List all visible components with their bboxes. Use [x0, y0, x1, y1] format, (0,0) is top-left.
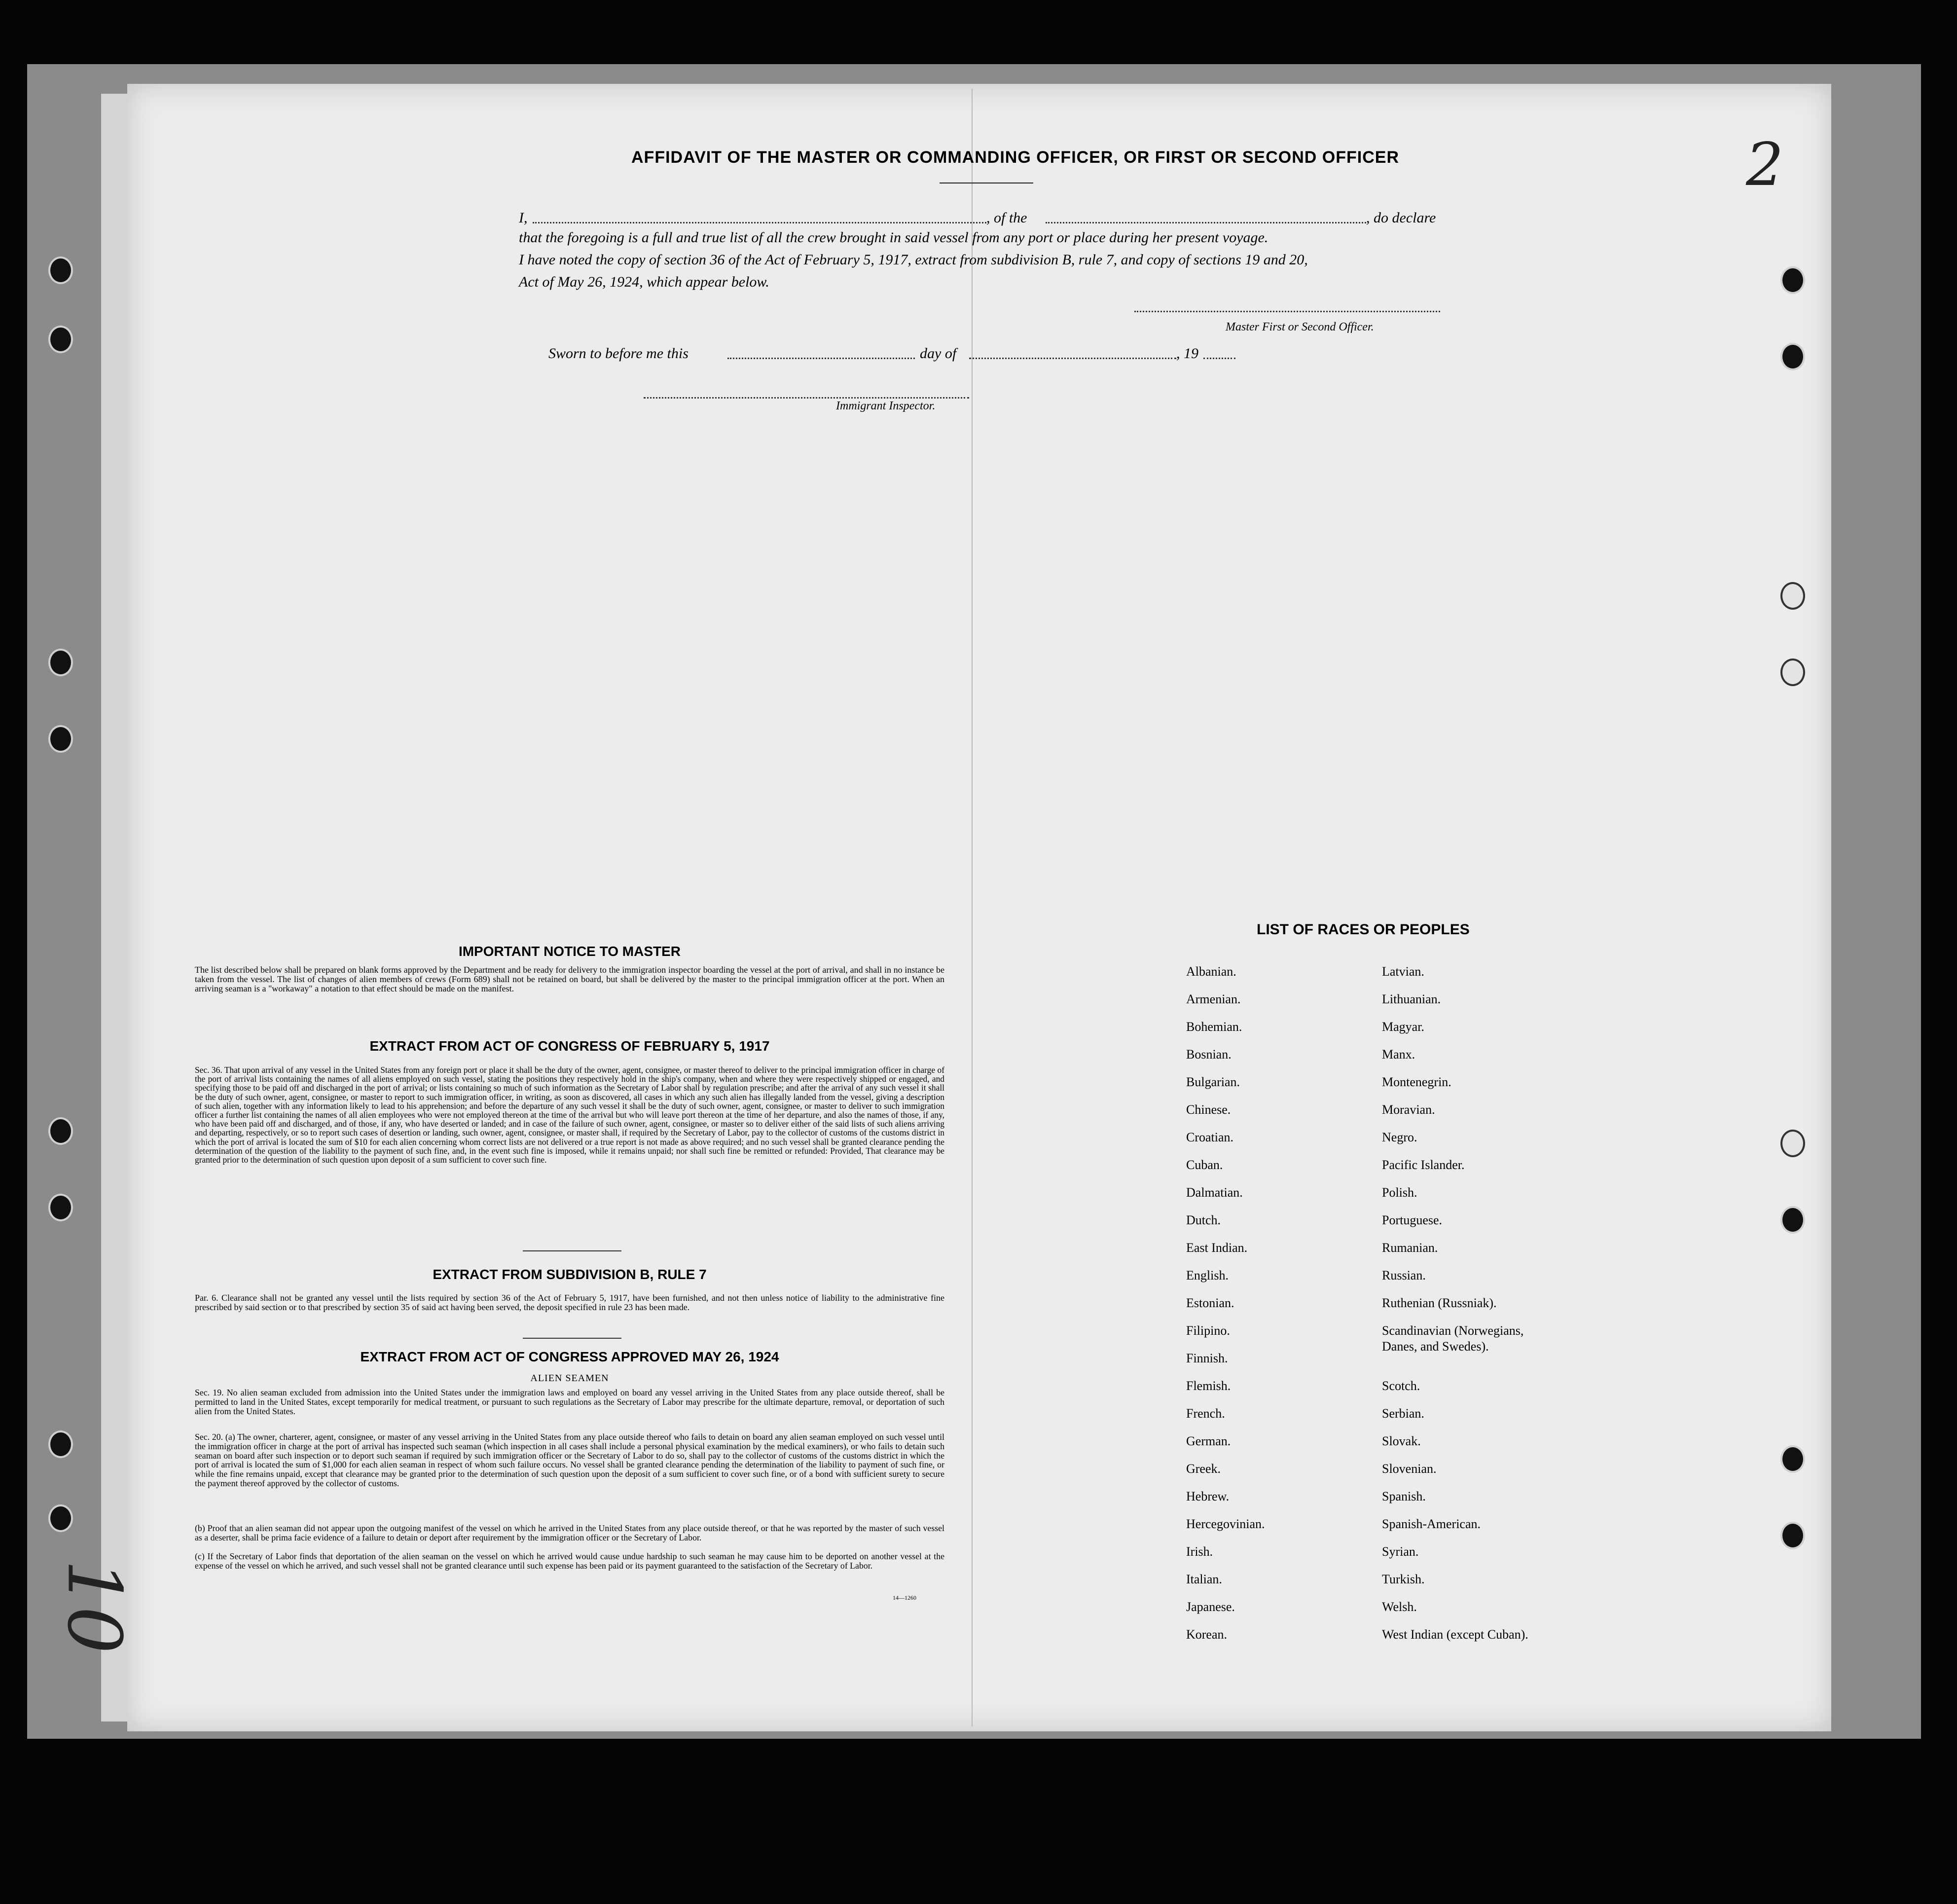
race-left: Bulgarian.	[1186, 1075, 1240, 1089]
rule7-body: Par. 6. Clearance shall not be granted any vessel until the lists required by section 36 of the Act of February 5, 1917, have been furnished, and not then unless notice of liability to the administrative fine prescribed by said section or to that prescribed by section 35 of said act having been served, the deposit specified in rule 23 has been made.	[195, 1293, 944, 1312]
race-left: Flemish.	[1186, 1379, 1231, 1393]
race-right: Syrian.	[1382, 1544, 1419, 1559]
race-left: Greek.	[1186, 1462, 1221, 1476]
race-right: Danes, and Swedes).	[1382, 1339, 1489, 1354]
race-right: Negro.	[1382, 1130, 1417, 1144]
race-right: Magyar.	[1382, 1020, 1424, 1034]
sworn-text: Sworn to before me this	[548, 345, 689, 362]
race-right: Turkish.	[1382, 1572, 1425, 1586]
affidavit-i: I,	[519, 210, 528, 226]
race-right: Spanish.	[1382, 1489, 1426, 1503]
corner-page-mark: 2	[1746, 131, 1784, 199]
binding-hole	[1780, 582, 1805, 610]
race-right: Slovak.	[1382, 1434, 1421, 1448]
affidavit-line3: I have noted the copy of section 36 of the Act of February 5, 1917, extract from subdivision B, rule 7, and copy of sections 19 and 20,	[519, 252, 1308, 268]
race-left: Hebrew.	[1186, 1489, 1230, 1503]
binding-hole	[48, 649, 73, 676]
sec20c-body: (c) If the Secretary of Labor finds that deportation of the alien seaman on the vessel on which he arrived would cause undue hardship to such seaman he may cause him to be deported on another vessel at the expense of the vessel on which he arrived, and such vessel shall not be granted clearance until such expense has been paid or its payment guaranteed to the satisfaction of the Secretary of Labor.	[195, 1551, 944, 1571]
master-signature-line	[1134, 311, 1440, 312]
section-rule	[523, 1250, 621, 1251]
form-number: 14—1260	[893, 1594, 916, 1601]
race-left: German.	[1186, 1434, 1231, 1448]
race-right: Latvian.	[1382, 964, 1424, 979]
race-left: Bohemian.	[1186, 1020, 1242, 1034]
race-right: Moravian.	[1382, 1102, 1435, 1117]
race-right: West Indian (except Cuban).	[1382, 1627, 1528, 1642]
margin-number: 10	[51, 1559, 137, 1654]
alien-seamen-subtitle: ALIEN SEAMEN	[530, 1373, 609, 1384]
race-right: Scotch.	[1382, 1379, 1420, 1393]
race-right: Manx.	[1382, 1047, 1415, 1062]
races-title: LIST OF RACES OR PEOPLES	[1257, 921, 1470, 938]
inspector-signature-line	[644, 397, 969, 399]
binding-hole	[48, 326, 73, 353]
binding-hole	[48, 1117, 73, 1145]
race-left: Estonian.	[1186, 1296, 1234, 1310]
affidavit-line4: Act of May 26, 1924, which appear below.	[519, 274, 769, 290]
sworn-month-line	[969, 358, 1176, 359]
race-left: English.	[1186, 1268, 1229, 1282]
sec19-body: Sec. 19. No alien seaman excluded from admission into the United States under the immigration laws and employed on board any vessel arriving in the United States from any place outside thereof, shall be permitted to land in the United States, except temporarily for medical treatment, or pursuant to such regulations as the Secretary of Labor may prescribe for the ultimate departure, removal, or deportation of such alien from the United States.	[195, 1388, 944, 1416]
binding-hole	[1780, 1130, 1805, 1157]
extract-1917-title: EXTRACT FROM ACT OF CONGRESS OF FEBRUARY 5, 1917	[369, 1038, 770, 1054]
officer-name-line	[533, 222, 986, 223]
affidavit-title: AFFIDAVIT OF THE MASTER OR COMMANDING OFFICER, OR FIRST OR SECOND OFFICER	[631, 148, 1399, 167]
race-left: Finnish.	[1186, 1351, 1228, 1365]
race-left: French.	[1186, 1406, 1225, 1421]
race-left: Albanian.	[1186, 964, 1236, 979]
center-fold	[972, 89, 973, 1726]
sworn-year-line	[1203, 358, 1235, 359]
race-right: Montenegrin.	[1382, 1075, 1451, 1089]
race-left: Hercegovinian.	[1186, 1517, 1265, 1531]
race-right: Slovenian.	[1382, 1462, 1437, 1476]
vessel-name-line	[1046, 222, 1366, 223]
binding-hole	[1780, 1445, 1805, 1473]
race-right: Rumanian.	[1382, 1241, 1438, 1255]
race-left: Japanese.	[1186, 1600, 1235, 1614]
race-right: Serbian.	[1382, 1406, 1424, 1421]
race-left: Dalmatian.	[1186, 1185, 1243, 1200]
race-right: Pacific Islander.	[1382, 1158, 1465, 1172]
race-right: Ruthenian (Russniak).	[1382, 1296, 1497, 1310]
race-right: Polish.	[1382, 1185, 1417, 1200]
extract-1917-body: Sec. 36. That upon arrival of any vessel in the United States from any foreign port or place it shall be the duty of the owner, agent, consignee, or master thereof to deliver to the principal immigration officer in charge of the port of arrival lists containing the names of all aliens employed on such vessel, stating the positions they respectively hold in the ship's company, when and where they were respectively shipped or engaged, and specifying those to be paid off and discharged in the port of arrival; or lists containing so much of such information as the Secretary of Labor shall by regulation prescribe; and after the arrival of any such vessel it shall be the duty of such owner, agent, consignee, or master to report to such immigration officer, in writing, as soon as discovered, all cases in which any such alien has illegally landed from the vessel, giving a description of such alien, together with any information likely to lead to his apprehension; and before the departure of any such vessel it shall be the duty of such owner, agent, consignee, or master to deliver to such immigration officer a further list containing the names of all alien employees who were not employed thereon at the time of the arrival but who will leave port thereon at the time of her departure, and also the names of those, if any, who have been paid off and discharged, and of those, if any, who have deserted or landed; and in case of the failure of such owner, agent, consignee, or master so to deliver either of the said lists of such aliens arriving and departing, respectively, or so to report such cases of desertion or landing, such owner, agent, consignee, or master shall, if required by the Secretary of Labor, pay to the collector of customs of the customs district in which the port of arrival is located the sum of $10 for each alien concerning whom correct lists are not delivered or a true report is not made as above required; and no such vessel shall be granted clearance pending the determination of the question of the liability to the payment of such fine, and, in the event such fine is imposed, while it remains unpaid; nor shall such fine be remitted or refunded: Provided, That clearance may be granted prior to the determination of such question upon deposit of a sum sufficient to cover such fine.	[195, 1065, 944, 1165]
race-left: Armenian.	[1186, 992, 1241, 1006]
section-rule	[523, 1338, 621, 1339]
master-signature-label: Master First or Second Officer.	[1226, 321, 1374, 333]
notice-body: The list described below shall be prepared on blank forms approved by the Department and be ready for delivery to the immigration inspector boarding the vessel at the port of arrival, and shall in no instance be taken from the vessel. The list of changes of alien members of crews (Form 689) shall not be retained on board, but shall be delivered by the master to the principal immigration officer at the port. When an arriving seaman is a "workaway" a notation to that effect should be made on the manifest.	[195, 965, 944, 993]
binding-hole	[1780, 1522, 1805, 1549]
race-right: Lithuanian.	[1382, 992, 1441, 1006]
race-right: Welsh.	[1382, 1600, 1417, 1614]
binding-hole	[1780, 266, 1805, 294]
race-right: Russian.	[1382, 1268, 1426, 1282]
rule7-title: EXTRACT FROM SUBDIVISION B, RULE 7	[433, 1267, 707, 1282]
race-right: Spanish-American.	[1382, 1517, 1481, 1531]
sec20b-body: (b) Proof that an alien seaman did not appear upon the outgoing manifest of the vessel on which he arrived in the United States from any place outside thereof, or that he was reported by the master of such vessel as a deserter, shall be prima facie evidence of a failure to detain or deport after requirement by the immigration officer or the Secretary of Labor.	[195, 1523, 944, 1542]
year-text: , 19	[1176, 345, 1198, 362]
race-right: Portuguese.	[1382, 1213, 1443, 1227]
binding-hole	[1780, 659, 1805, 686]
race-left: Korean.	[1186, 1627, 1228, 1642]
race-left: Chinese.	[1186, 1102, 1231, 1117]
binding-hole	[48, 1194, 73, 1221]
race-left: Bosnian.	[1186, 1047, 1232, 1062]
binding-hole	[1780, 1206, 1805, 1234]
affidavit-line2: that the foregoing is a full and true list of all the crew brought in said vessel from any port or place during her present voyage.	[519, 229, 1268, 246]
sec20a-body: Sec. 20. (a) The owner, charterer, agent, consignee, or master of any vessel arriving in the United States from any place outside thereof who fails to detain on board any alien seaman employed on such vessel until the immigration officer in charge at the port of arrival has inspected such seaman (which inspection in all cases shall include a personal physical examination by the medical examiners), or who fails to detain such seaman on board after such inspection or to deport such seaman if required by such immigration officer or the Secretary of Labor to do so, shall pay to the collector of customs of the customs district in which the port of arrival is located the sum of $1,000 for each alien seaman in respect of whom such failure occurs. No vessel shall be granted clearance pending the determination of the liability to payment of such fine, or while the fine remains unpaid, except that clearance may be granted prior to the determination of such question upon the deposit of a sum sufficient to cover such fine, or of a bond with sufficient surety to secure the payment thereof approved by the collector of customs.	[195, 1432, 944, 1488]
race-left: Cuban.	[1186, 1158, 1223, 1172]
race-left: Italian.	[1186, 1572, 1222, 1586]
affidavit-of-the: , of the	[986, 210, 1027, 226]
race-left: East Indian.	[1186, 1241, 1248, 1255]
inspector-signature-label: Immigrant Inspector.	[836, 400, 936, 412]
sworn-day-line	[727, 358, 915, 359]
binding-hole	[48, 725, 73, 753]
underlying-page-edge	[101, 94, 131, 1721]
binding-hole	[48, 1504, 73, 1532]
race-left: Filipino.	[1186, 1323, 1230, 1338]
race-left: Dutch.	[1186, 1213, 1221, 1227]
race-left: Croatian.	[1186, 1130, 1234, 1144]
affidavit-declare: , do declare	[1366, 210, 1436, 226]
race-right: Scandinavian (Norwegians,	[1382, 1323, 1524, 1338]
binding-hole	[48, 256, 73, 284]
race-left: Irish.	[1186, 1544, 1213, 1559]
binding-hole	[1780, 343, 1805, 370]
extract-1924-title: EXTRACT FROM ACT OF CONGRESS APPROVED MAY 26, 1924	[360, 1349, 779, 1364]
binding-hole	[48, 1430, 73, 1458]
day-of-text: day of	[920, 345, 957, 362]
notice-title: IMPORTANT NOTICE TO MASTER	[458, 944, 681, 959]
